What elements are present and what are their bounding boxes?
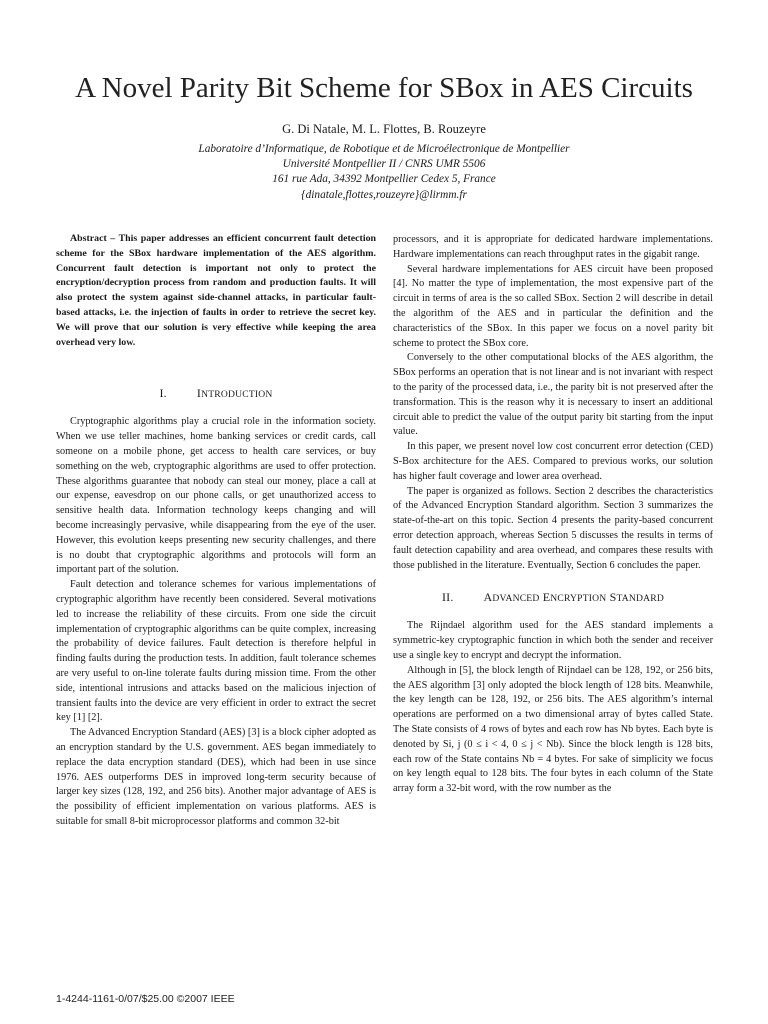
intro-paragraph: Cryptographic algorithms play a crucial role in the information society. When we use teller machines, home banking services or credit cards, call someone on a mobile phone, get access to health care services, or buy something on the web, cryptographic algorithms are used to offer protection. These algorithms guarantee that nobody can steal our money, place a call at our expense, eavesdrop on our phone calls, or get unauthorized access to sensitive health data. Information technology keeps changing and will become increasingly pervasive, while disappearing from the eye of the user. However, this evolution keeps presenting new security challenges, and there is no doubt that cryptographic algorithms and protocols will form an important part of the solution. bbox=[56, 416, 376, 576]
intro-paragraph: Several hardware implementations for AES circuit have been proposed [4]. No matter the type of implementation, the most expensive part of the circuit in terms of area is the so called SBox. Section 2 will describe in detail the algorithm of the AES and in particular the definition and the characteristics of the SBox. In this paper we focus on a novel parity bit scheme to protect the SBox core. bbox=[393, 263, 713, 349]
copyright-footer: 1-4244-1161-0/07/$25.00 ©2007 IEEE bbox=[56, 993, 235, 1005]
section-title-initial: A bbox=[483, 590, 493, 605]
section-title-initial: S bbox=[609, 590, 617, 605]
intro-paragraph: Fault detection and tolerance schemes for various implementations of cryptographic algorithm have recently been considered. Several motivations led to increase the reliability of these circuits. From one side the circuit implementation of cryptographic algorithms can be quite complex, increasing the probability of device failures. Fault detection is therefore helpful in finding faults during the production tests. In addition, fault tolerance schemes are very useful to on-line tolerate faults during mission time. From the other side, intentional intrusions and attacks based on the malicious injection of transient faults into the device are very efficient in order to extract the secret key [1] [2]. bbox=[56, 579, 376, 724]
intro-paragraph: In this paper, we present novel low cost concurrent error detection (CED) S-Box architecture for the AES. Compared to previous works, our solution has higher fault coverage and lower area overhead. bbox=[393, 441, 713, 482]
aes-paragraph: The Rijndael algorithm used for the AES standard implements a symmetric-key cryptographic function in which both the sender and receiver use a single key to encrypt and decrypt the information. bbox=[393, 620, 713, 661]
author-list: G. Di Natale, M. L. Flottes, B. Rouzeyre bbox=[282, 122, 486, 136]
section-title-rest: TANDARD bbox=[616, 593, 665, 605]
affiliation-university: Université Montpellier II / CNRS UMR 5506 bbox=[282, 158, 486, 171]
left-column bbox=[56, 232, 376, 830]
intro-continuation: processors, and it is appropriate for dedicated hardware implementations. Hardware implementations can reach throughput rates in the gigabit range. bbox=[393, 234, 713, 260]
section-title-rest: NTRODUCTION bbox=[201, 389, 273, 401]
intro-paragraph: The Advanced Encryption Standard (AES) [3] is a block cipher adopted as an encryption standard by the U.S. government. AES began immediately to replace the data encryption standard (DES), which had been in use since 1976. AES outperforms DES in improved long-term security because of larger key sizes (128, 192, and 256 bits). Another major advantage of AES is the possibility of efficient implementation on various platforms. AES is suitable for small 8-bit microprocessor platforms and common 32-bit bbox=[56, 727, 376, 827]
section-heading-introduction bbox=[56, 385, 376, 403]
section-title-initial: I bbox=[196, 386, 202, 401]
affiliation-block bbox=[0, 142, 768, 203]
section-heading-aes bbox=[393, 589, 713, 607]
section-title-initial: E bbox=[542, 590, 551, 605]
abstract: Abstract – This paper addresses an efficient concurrent fault detection scheme for the SBox hardware implementation of the AES algorithm. Concurrent fault detection is important not only to protect the encryption/decryption process from random and production faults. It will also protect the system against side-channel attacks, in particular fault-based attacks, i.e. the injection of faults in order to retrieve the secret key. We will prove that our solution is very effective while keeping the area overhead very low. bbox=[56, 233, 376, 348]
intro-paragraph: The paper is organized as follows. Section 2 describes the characteristics of the Advanced Encryption Standard algorithm. Section 3 summarizes the state-of-the-art on this topic. Section 4 presents the parity-based concurrent error detection approach, whereas Section 5 discusses the results in terms of fault detection capability and area overhead, and compares these results with those published in the literature. Eventually, Section 6 concludes the paper. bbox=[393, 485, 713, 571]
section-number: I. bbox=[159, 386, 167, 401]
affiliation-address: 161 rue Ada, 34392 Montpellier Cedex 5, France bbox=[272, 173, 496, 186]
paper-title: A Novel Parity Bit Scheme for SBox in AES Circuits bbox=[75, 72, 693, 104]
affiliation-lab: Laboratoire d’Informatique, de Robotique et de Microélectronique de Montpellier bbox=[198, 143, 570, 155]
section-number: II. bbox=[441, 590, 454, 605]
section-title-rest: NCRYPTION bbox=[550, 593, 607, 605]
affiliation-email: {dinatale,flottes,rouzeyre}@lirmm.fr bbox=[301, 188, 467, 201]
section-title-rest: DVANCED bbox=[492, 593, 540, 605]
aes-paragraph: Although in [5], the block length of Rijndael can be 128, 192, or 256 bits, the AES algorithm [3] only adopted the block length of 128 bits. Meanwhile, the key length can be 128, 192, or 256 bits. The AES algorithm’s internal operations are performed on a two dimensional array of bytes called State. The State consists of 4 rows of bytes and each row has Nb bytes. Each byte is denoted by Si, j (0 ≤ i < 4, 0 ≤ j < Nb). Since the block length is 128 bits, each row of the State contains Nb = 4 bytes. For sake of simplicity we focus on key length equal to 128 bits. The four bytes in each column of the State array form a 32-bit word, with the row number as the bbox=[393, 664, 713, 795]
intro-paragraph: Conversely to the other computational blocks of the AES algorithm, the SBox performs an operation that is not linear and is not invariant with respect to the parity of the processed data, i.e., the parity bit is not preserved after the transformation. This is the reason why it is necessary to insert an additional circuit able to predict the value of the output parity bit starting from the input value. bbox=[393, 352, 713, 438]
right-column bbox=[393, 233, 713, 797]
